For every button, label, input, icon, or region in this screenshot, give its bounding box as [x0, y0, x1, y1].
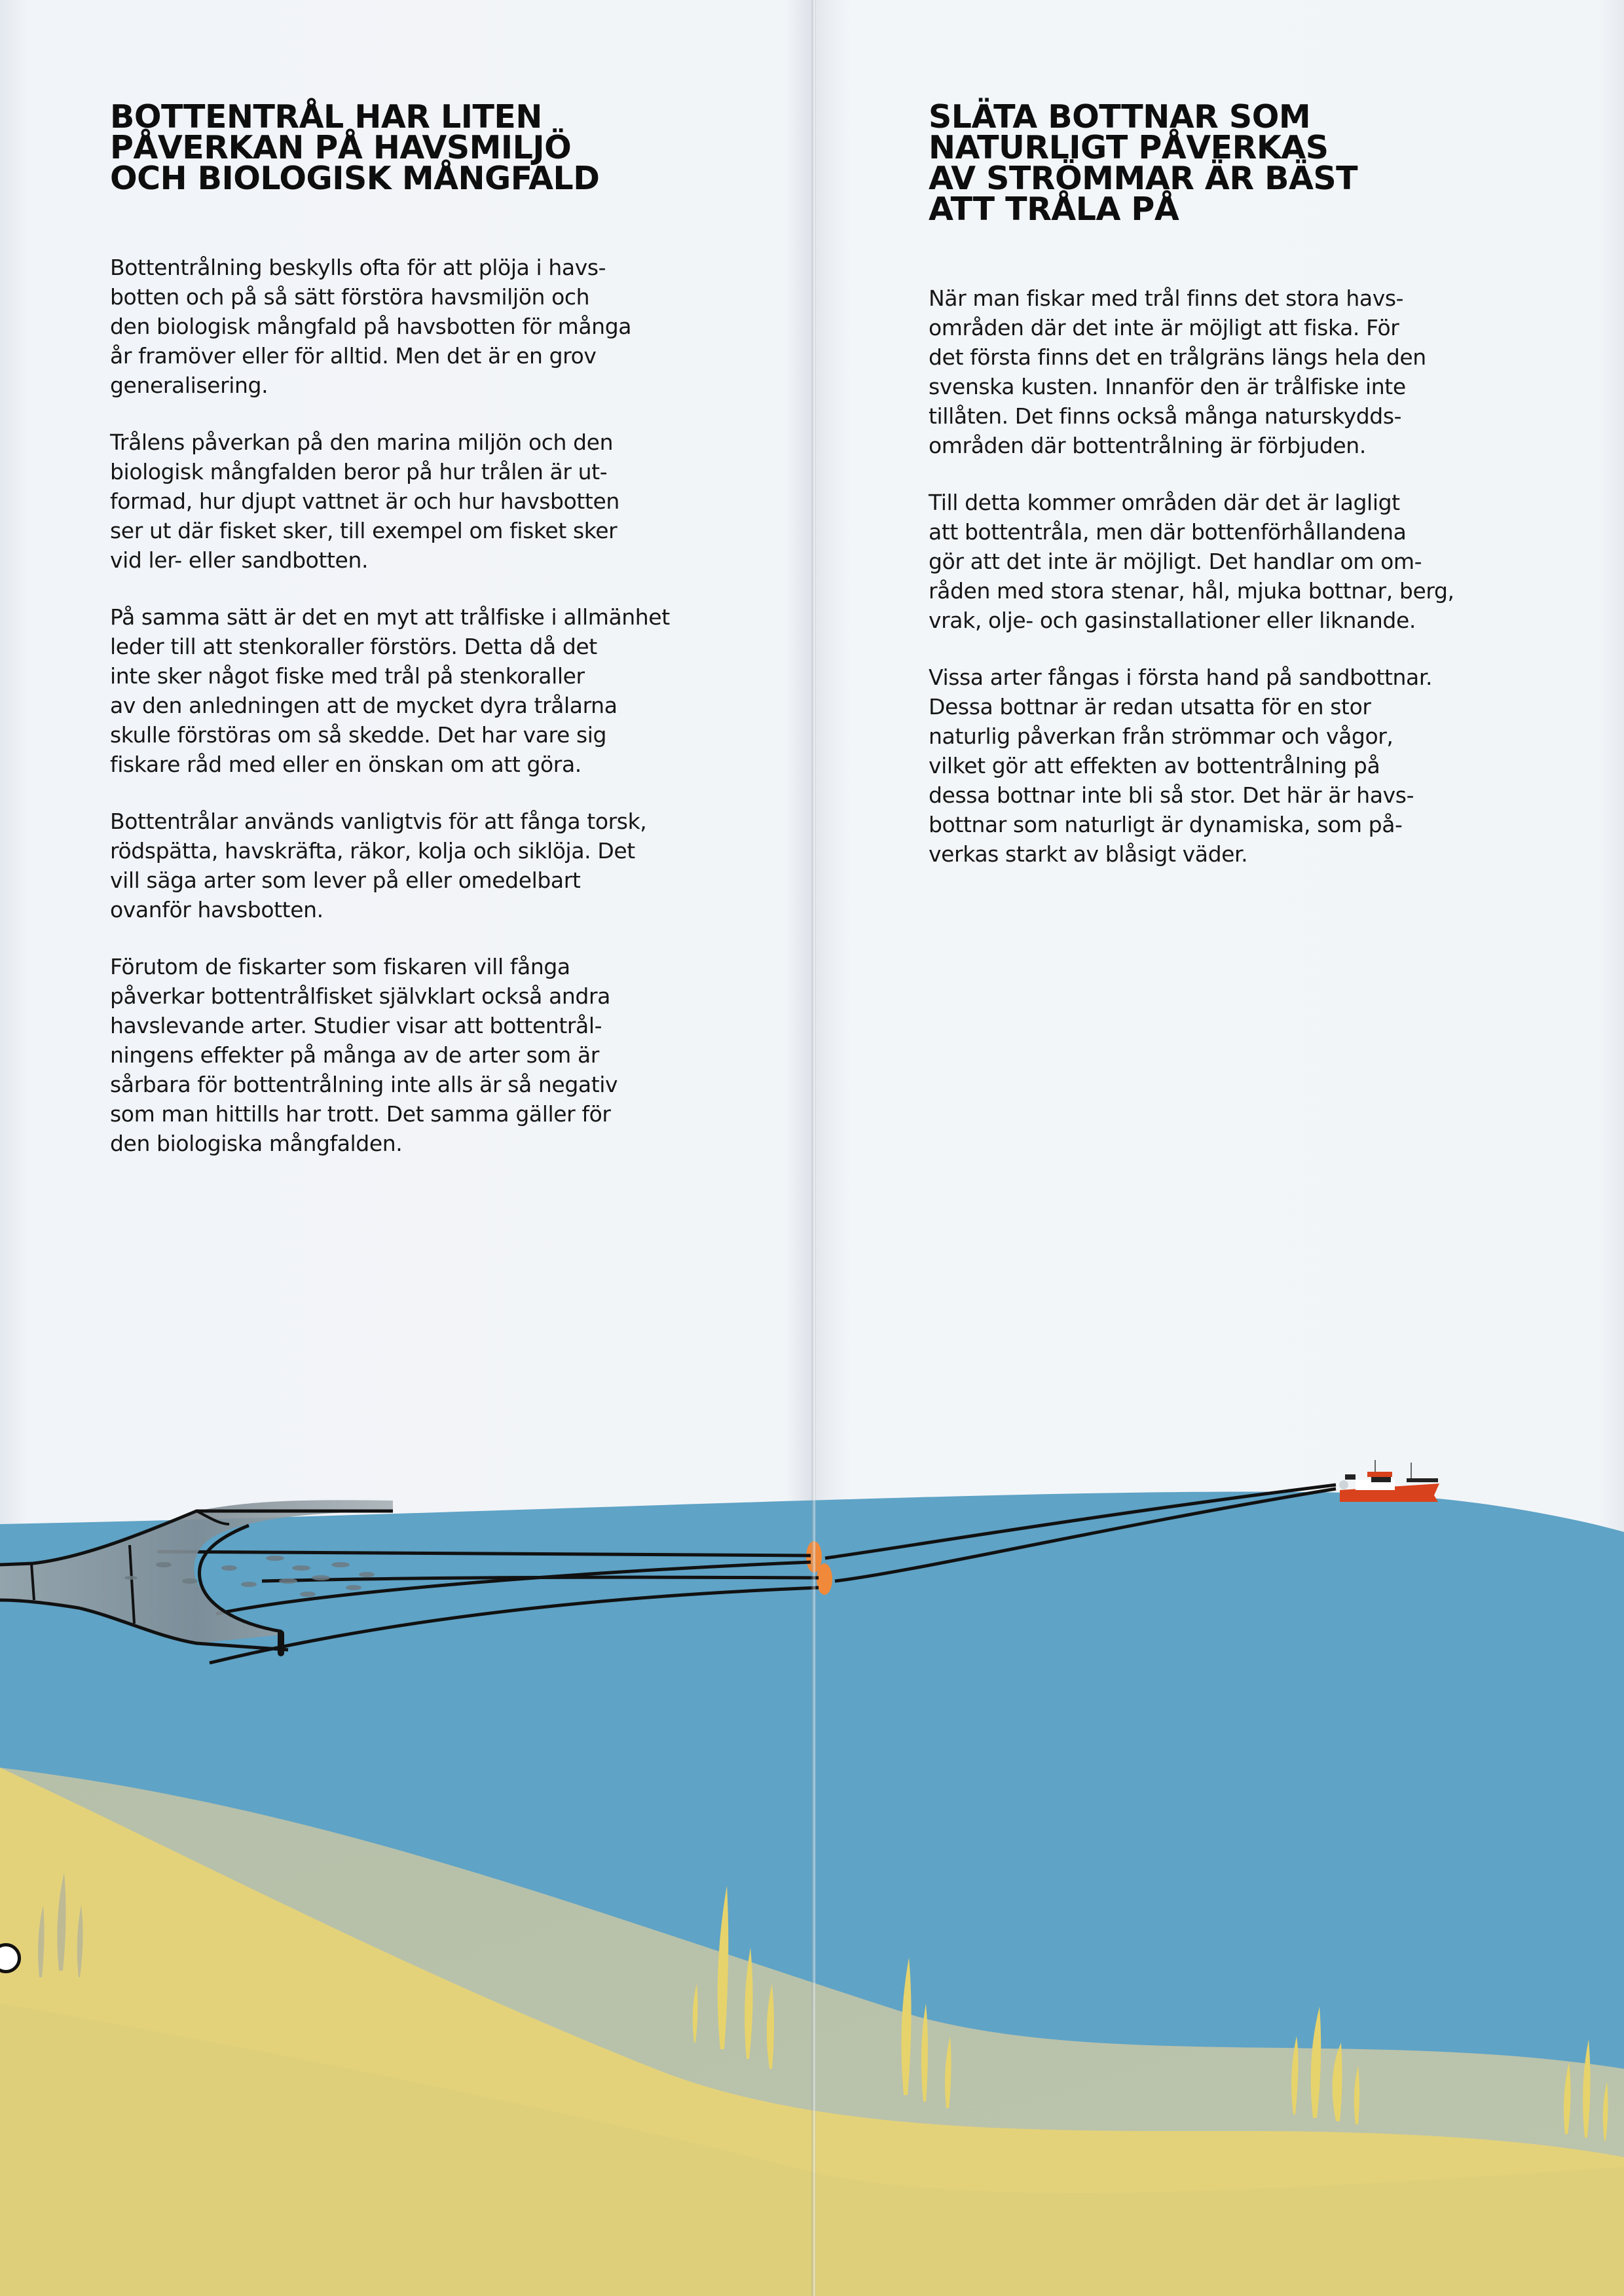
paragraph-line: leder till att stenkoraller förstörs. Detta då det [110, 634, 597, 659]
body-paragraph [929, 283, 1583, 460]
body-paragraph [929, 663, 1583, 869]
paragraph-line: påverkar bottentrålfisket självklart också andra [110, 983, 610, 1009]
paragraph-line: Förutom de fiskarter som fiskaren vill fånga [110, 954, 570, 979]
right-page-body [929, 283, 1583, 869]
paragraph-line: den biologiska mångfalden. [110, 1131, 403, 1156]
paragraph-line: vilket gör att effekten av bottentrålning på [929, 753, 1380, 778]
heading-line: PÅVERKAN PÅ HAVSMILJÖ [110, 129, 572, 166]
left-page-heading [110, 98, 765, 197]
right-page-heading [929, 98, 1583, 228]
paragraph-line: råden med stora stenar, hål, mjuka bottnar, berg, [929, 578, 1454, 604]
heading-line: OCH BIOLOGISK MÅNGFALD [110, 160, 600, 197]
heading-line: ATT TRÅLA PÅ [929, 191, 1179, 228]
left-page-column [110, 98, 765, 1186]
paragraph-line: av den anledningen att de mycket dyra trålarna [110, 693, 618, 718]
paragraph-line: ser ut där fisket sker, till exempel om fisket sker [110, 518, 618, 543]
paragraph-line: På samma sätt är det en myt att trålfiske i allmänhet [110, 604, 670, 630]
paragraph-line: ningens effekter på många av de arter som är [110, 1042, 599, 1068]
left-page-body [110, 253, 765, 1158]
body-paragraph [110, 602, 765, 779]
body-paragraph [110, 253, 765, 400]
paragraph-line: Bottentrålning beskylls ofta för att plöja i havs- [110, 255, 606, 280]
right-page-column [929, 98, 1583, 896]
body-paragraph [110, 952, 765, 1158]
otter-board-lower [817, 1563, 832, 1595]
body-paragraph [110, 807, 765, 924]
paragraph-line: Bottentrålar används vanligtvis för att fånga torsk, [110, 809, 647, 834]
paragraph-line: inte sker något fiske med trål på stenkoraller [110, 663, 585, 689]
paragraph-line: biologisk mångfalden beror på hur trålen är ut- [110, 459, 608, 484]
heading-line: SLÄTA BOTTNAR SOM [929, 98, 1311, 136]
paragraph-line: ovanför havsbotten. [110, 897, 323, 922]
heading-line: NATURLIGT PÅVERKAS [929, 129, 1329, 166]
paragraph-line: verkas starkt av blåsigt väder. [929, 841, 1248, 867]
paragraph-line: områden där det inte är möjligt att fiska. För [929, 315, 1399, 340]
paragraph-line: vrak, olje- och gasinstallationer eller liknande. [929, 608, 1416, 633]
paragraph-line: Trålens påverkan på den marina miljön och den [110, 429, 614, 455]
paragraph-line: områden där bottentrålning är förbjuden. [929, 433, 1366, 458]
ground-gear-weight [278, 1630, 284, 1656]
paragraph-line: skulle förstöras om så skedde. Det har vare sig [110, 722, 607, 748]
paragraph-line: att bottentråla, men där bottenförhållandena [929, 519, 1407, 545]
paragraph-line: Dessa bottnar är redan utsatta för en stor [929, 694, 1371, 720]
paragraph-line: formad, hur djupt vattnet är och hur havsbotten [110, 488, 619, 514]
paragraph-line: botten och på så sätt förstöra havsmiljön och [110, 284, 590, 310]
paragraph-line: tillåten. Det finns också många naturskydds- [929, 403, 1402, 429]
paragraph-line: generalisering. [110, 373, 268, 398]
heading-line: AV STRÖMMAR ÄR BÄST [929, 160, 1358, 197]
paragraph-line: svenska kusten. Innanför den är trålfiske inte [929, 374, 1406, 399]
paragraph-line: gör att det inte är möjligt. Det handlar om om- [929, 549, 1422, 574]
paragraph-line: naturlig påverkan från strömmar och vågor, [929, 723, 1393, 749]
paragraph-line: Till detta kommer områden där det är lagligt [929, 490, 1400, 515]
paragraph-line: vill säga arter som lever på eller omedelbart [110, 867, 581, 893]
paragraph-line: havslevande arter. Studier visar att bottentrål- [110, 1013, 602, 1038]
page-fold [811, 0, 816, 2296]
paragraph-line: som man hittills har trott. Det samma gäller för [110, 1101, 611, 1127]
paragraph-line: bottnar som naturligt är dynamiska, som på- [929, 812, 1403, 837]
heading-line: BOTTENTRÅL HAR LITEN [110, 98, 542, 136]
paragraph-line: sårbara för bottentrålning inte alls är så negativ [110, 1072, 618, 1097]
body-paragraph [929, 488, 1583, 635]
paragraph-line: dessa bottnar inte bli så stor. Det här är havs- [929, 782, 1414, 808]
paragraph-line: vid ler- eller sandbotten. [110, 547, 369, 573]
paragraph-line: Vissa arter fångas i första hand på sandbottnar. [929, 665, 1433, 690]
body-paragraph [110, 428, 765, 575]
paragraph-line: När man fiskar med trål finns det stora havs- [929, 285, 1404, 311]
paragraph-line: fiskare råd med eller en önskan om att göra. [110, 752, 581, 777]
paragraph-line: det första finns det en trålgräns längs hela den [929, 344, 1426, 370]
paragraph-line: år framöver eller för alltid. Men det är en grov [110, 343, 597, 369]
paragraph-line: rödspätta, havskräfta, räkor, kolja och siklöja. Det [110, 838, 635, 864]
paragraph-line: den biologisk mångfald på havsbotten för många [110, 314, 632, 339]
trawler-boat [1339, 1460, 1439, 1502]
